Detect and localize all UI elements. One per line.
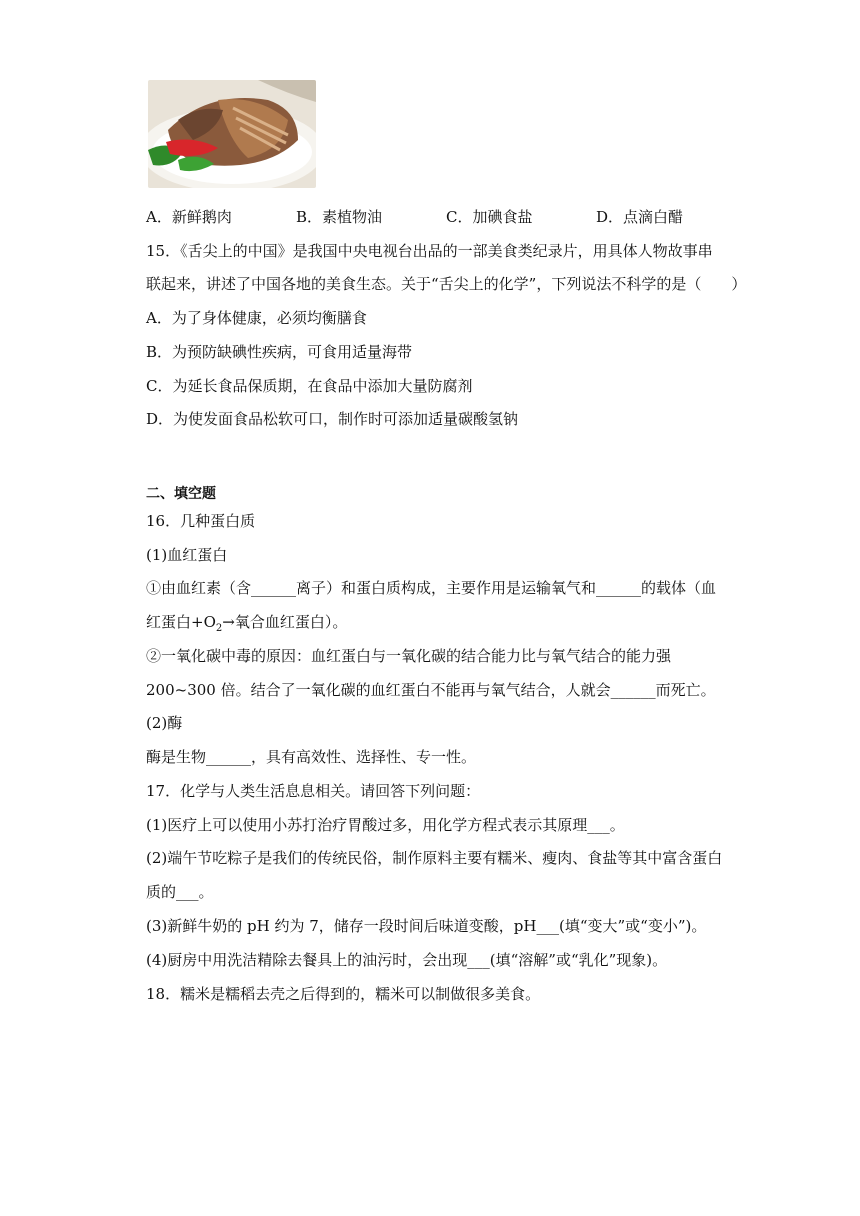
q15-stem-line2: 联起来，讲述了中国各地的美食生态。关于“舌尖上的化学”，下列说法不科学的是（ ） [146, 275, 747, 293]
q17-part1: (1)医疗上可以使用小苏打治疗胃酸过多，用化学方程式表示其原理___。 [146, 816, 625, 834]
q15-stem-line1: 15．《舌尖上的中国》是我国中央电视台出品的一部美食类纪录片，用具体人物故事串 [146, 242, 713, 260]
q16-enzyme: 酶是生物______，具有高效性、选择性、专一性。 [146, 748, 477, 766]
q16-title: 16．几种蛋白质 [146, 512, 256, 530]
q14-option-b: B．素植物油 [296, 208, 383, 226]
q17-title: 17．化学与人类生活息息相关。请回答下列问题： [146, 782, 481, 800]
q16-item2-line2: 200~300 倍。结合了一氧化碳的血红蛋白不能再与氧气结合，人就会______而死亡。 [146, 681, 716, 699]
q18-title: 18．糯米是糯稻去壳之后得到的，糯米可以制做很多美食。 [146, 985, 541, 1003]
q17-part2-line1: (2)端午节吃粽子是我们的传统民俗，制作原料主要有糯米、瘦肉、食盐等其中富含蛋白 [146, 849, 723, 867]
q15-option-c: C．为延长食品保质期，在食品中添加大量防腐剂 [146, 377, 473, 395]
q16-item2-line1: ②一氧化碳中毒的原因：血红蛋白与一氧化碳的结合能力比与氧气结合的能力强 [146, 647, 672, 665]
q14-option-d: D．点滴白醋 [596, 208, 684, 226]
q16-item1-line2: 红蛋白$+O_2\to$氧合血红蛋白）。 [146, 613, 348, 634]
q14-option-a: A．新鲜鹅肉 [146, 208, 232, 226]
section-title: 二、填空题 [146, 486, 216, 502]
q15-option-b: B．为预防缺碘性疾病，可食用适量海带 [146, 343, 413, 361]
q16-item1-line1: ①由血红素（含______离子）和蛋白质构成，主要作用是运输氧气和______的载体（血 [146, 579, 717, 597]
q17-part4: (4)厨房中用洗洁精除去餐具上的油污时，会出现___(填“溶解”或“乳化”现象)。 [146, 951, 668, 969]
q15-option-a: A．为了身体健康，必须均衡膳食 [146, 309, 367, 327]
q15-option-d: D．为使发面食品松软可口，制作时可添加适量碳酸氢钠 [146, 410, 519, 428]
q17-part3: (3)新鲜牛奶的 pH 约为 7，储存一段时间后味道变酸，pH___(填“变大”或“变小”)。 [146, 917, 707, 935]
q16-sub2: (2)酶 [146, 714, 183, 732]
q16-sub1: (1)血红蛋白 [146, 546, 228, 564]
q14-option-c: C．加碘食盐 [446, 208, 533, 226]
duck-dish-photo [148, 80, 316, 188]
q17-part2-line2: 质的___。 [146, 883, 214, 901]
